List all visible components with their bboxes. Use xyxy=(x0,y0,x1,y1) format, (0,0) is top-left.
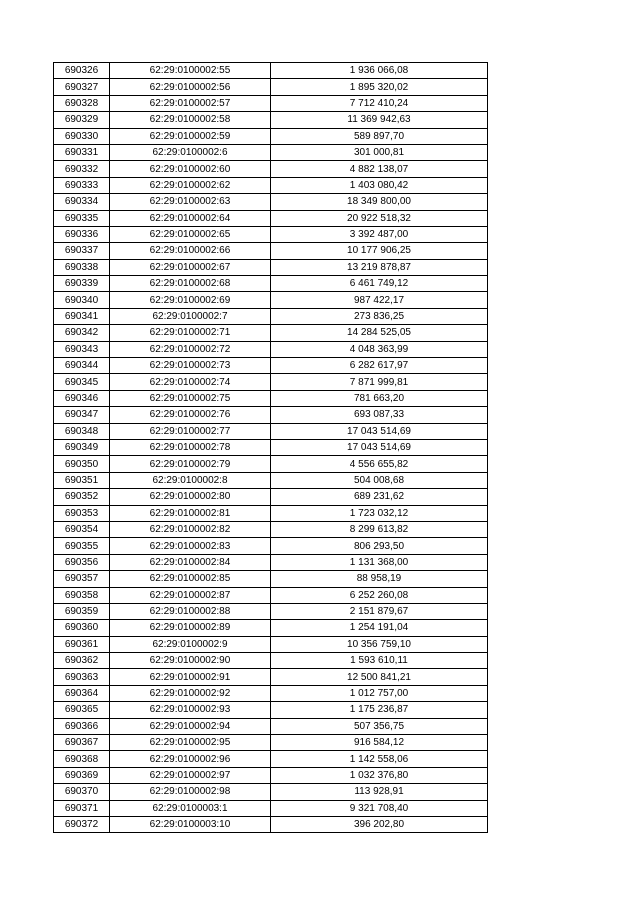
cadastral-value-cell: 4 556 655,82 xyxy=(271,456,488,472)
cadastral-number-cell: 62:29:0100002:65 xyxy=(110,226,271,242)
table-row xyxy=(54,538,488,554)
cadastral-number-cell: 62:29:0100002:69 xyxy=(110,292,271,308)
cadastral-number-cell: 62:29:0100002:57 xyxy=(110,95,271,111)
row-number-cell: 690357 xyxy=(54,571,110,587)
table-row xyxy=(54,243,488,259)
table-row xyxy=(54,587,488,603)
row-number-cell: 690363 xyxy=(54,669,110,685)
cadastral-value-cell: 1 403 080,42 xyxy=(271,177,488,193)
cadastral-number-cell: 62:29:0100002:9 xyxy=(110,636,271,652)
cadastral-number-cell: 62:29:0100002:93 xyxy=(110,702,271,718)
row-number-cell: 690360 xyxy=(54,620,110,636)
table-row xyxy=(54,751,488,767)
cadastral-number-cell: 62:29:0100002:63 xyxy=(110,194,271,210)
table-row xyxy=(54,161,488,177)
cadastral-value-cell: 301 000,81 xyxy=(271,144,488,160)
row-number-cell: 690365 xyxy=(54,702,110,718)
row-number-cell: 690342 xyxy=(54,325,110,341)
table-row xyxy=(54,620,488,636)
cadastral-number-cell: 62:29:0100002:79 xyxy=(110,456,271,472)
cadastral-number-cell: 62:29:0100002:66 xyxy=(110,243,271,259)
cadastral-value-cell: 6 252 260,08 xyxy=(271,587,488,603)
row-number-cell: 690358 xyxy=(54,587,110,603)
cadastral-number-cell: 62:29:0100002:74 xyxy=(110,374,271,390)
cadastral-number-cell: 62:29:0100003:1 xyxy=(110,800,271,816)
row-number-cell: 690328 xyxy=(54,95,110,111)
cadastral-number-cell: 62:29:0100002:87 xyxy=(110,587,271,603)
cadastral-number-cell: 62:29:0100002:62 xyxy=(110,177,271,193)
cadastral-number-cell: 62:29:0100002:59 xyxy=(110,128,271,144)
table-row xyxy=(54,685,488,701)
row-number-cell: 690345 xyxy=(54,374,110,390)
table-row xyxy=(54,374,488,390)
cadastral-value-cell: 4 882 138,07 xyxy=(271,161,488,177)
row-number-cell: 690355 xyxy=(54,538,110,554)
row-number-cell: 690336 xyxy=(54,226,110,242)
cadastral-value-cell: 1 142 558,06 xyxy=(271,751,488,767)
table-row xyxy=(54,439,488,455)
cadastral-number-cell: 62:29:0100002:78 xyxy=(110,439,271,455)
cadastral-value-cell: 1 723 032,12 xyxy=(271,505,488,521)
table-row xyxy=(54,800,488,816)
cadastral-number-cell: 62:29:0100002:76 xyxy=(110,407,271,423)
cadastral-number-cell: 62:29:0100002:80 xyxy=(110,489,271,505)
cadastral-value-cell: 12 500 841,21 xyxy=(271,669,488,685)
cadastral-number-cell: 62:29:0100002:90 xyxy=(110,653,271,669)
table-row xyxy=(54,112,488,128)
cadastral-value-cell: 18 349 800,00 xyxy=(271,194,488,210)
table-row xyxy=(54,653,488,669)
table-row xyxy=(54,210,488,226)
row-number-cell: 690348 xyxy=(54,423,110,439)
cadastral-value-cell: 916 584,12 xyxy=(271,735,488,751)
cadastre-value-table xyxy=(53,62,488,833)
cadastral-number-cell: 62:29:0100002:91 xyxy=(110,669,271,685)
cadastral-number-cell: 62:29:0100002:98 xyxy=(110,784,271,800)
cadastral-number-cell: 62:29:0100002:71 xyxy=(110,325,271,341)
row-number-cell: 690337 xyxy=(54,243,110,259)
cadastral-value-cell: 689 231,62 xyxy=(271,489,488,505)
row-number-cell: 690343 xyxy=(54,341,110,357)
cadastral-value-cell: 273 836,25 xyxy=(271,308,488,324)
cadastral-number-cell: 62:29:0100002:55 xyxy=(110,63,271,79)
cadastral-value-cell: 1 012 757,00 xyxy=(271,685,488,701)
table-row xyxy=(54,407,488,423)
cadastral-value-cell: 9 321 708,40 xyxy=(271,800,488,816)
table-row xyxy=(54,489,488,505)
cadastral-number-cell: 62:29:0100002:56 xyxy=(110,79,271,95)
cadastral-value-cell: 88 958,19 xyxy=(271,571,488,587)
row-number-cell: 690368 xyxy=(54,751,110,767)
table-row xyxy=(54,144,488,160)
row-number-cell: 690330 xyxy=(54,128,110,144)
row-number-cell: 690349 xyxy=(54,439,110,455)
cadastral-value-cell: 1 895 320,02 xyxy=(271,79,488,95)
table-row xyxy=(54,603,488,619)
cadastral-value-cell: 693 087,33 xyxy=(271,407,488,423)
row-number-cell: 690329 xyxy=(54,112,110,128)
cadastral-value-cell: 4 048 363,99 xyxy=(271,341,488,357)
table-row xyxy=(54,554,488,570)
cadastral-value-cell: 13 219 878,87 xyxy=(271,259,488,275)
cadastral-value-cell: 507 356,75 xyxy=(271,718,488,734)
row-number-cell: 690361 xyxy=(54,636,110,652)
cadastral-value-cell: 504 008,68 xyxy=(271,472,488,488)
cadastral-number-cell: 62:29:0100002:82 xyxy=(110,521,271,537)
cadastral-value-cell: 14 284 525,05 xyxy=(271,325,488,341)
cadastral-value-cell: 1 131 368,00 xyxy=(271,554,488,570)
row-number-cell: 690371 xyxy=(54,800,110,816)
cadastral-value-cell: 8 299 613,82 xyxy=(271,521,488,537)
cadastral-value-cell: 1 175 236,87 xyxy=(271,702,488,718)
cadastral-number-cell: 62:29:0100002:77 xyxy=(110,423,271,439)
cadastral-number-cell: 62:29:0100002:68 xyxy=(110,276,271,292)
row-number-cell: 690369 xyxy=(54,767,110,783)
cadastral-value-cell: 20 922 518,32 xyxy=(271,210,488,226)
row-number-cell: 690332 xyxy=(54,161,110,177)
row-number-cell: 690372 xyxy=(54,816,110,832)
table-body xyxy=(54,63,488,833)
row-number-cell: 690364 xyxy=(54,685,110,701)
row-number-cell: 690335 xyxy=(54,210,110,226)
cadastral-number-cell: 62:29:0100002:92 xyxy=(110,685,271,701)
table-row xyxy=(54,325,488,341)
row-number-cell: 690339 xyxy=(54,276,110,292)
cadastral-value-cell: 10 356 759,10 xyxy=(271,636,488,652)
row-number-cell: 690367 xyxy=(54,735,110,751)
row-number-cell: 690334 xyxy=(54,194,110,210)
cadastral-value-cell: 17 043 514,69 xyxy=(271,423,488,439)
cadastral-number-cell: 62:29:0100002:8 xyxy=(110,472,271,488)
table-row xyxy=(54,292,488,308)
table-row xyxy=(54,636,488,652)
row-number-cell: 690370 xyxy=(54,784,110,800)
cadastral-number-cell: 62:29:0100002:84 xyxy=(110,554,271,570)
row-number-cell: 690353 xyxy=(54,505,110,521)
cadastral-number-cell: 62:29:0100002:58 xyxy=(110,112,271,128)
row-number-cell: 690347 xyxy=(54,407,110,423)
row-number-cell: 690338 xyxy=(54,259,110,275)
row-number-cell: 690333 xyxy=(54,177,110,193)
table-row xyxy=(54,472,488,488)
table-row xyxy=(54,259,488,275)
cadastral-number-cell: 62:29:0100002:64 xyxy=(110,210,271,226)
cadastral-value-cell: 11 369 942,63 xyxy=(271,112,488,128)
cadastral-value-cell: 1 254 191,04 xyxy=(271,620,488,636)
cadastral-number-cell: 62:29:0100002:6 xyxy=(110,144,271,160)
cadastral-value-cell: 17 043 514,69 xyxy=(271,439,488,455)
table-row xyxy=(54,521,488,537)
table-row xyxy=(54,816,488,832)
cadastral-number-cell: 62:29:0100002:96 xyxy=(110,751,271,767)
cadastral-value-cell: 2 151 879,67 xyxy=(271,603,488,619)
cadastral-number-cell: 62:29:0100002:72 xyxy=(110,341,271,357)
cadastral-value-cell: 1 936 066,08 xyxy=(271,63,488,79)
table-row xyxy=(54,128,488,144)
table-row xyxy=(54,718,488,734)
cadastral-number-cell: 62:29:0100002:7 xyxy=(110,308,271,324)
cadastral-value-cell: 113 928,91 xyxy=(271,784,488,800)
cadastral-number-cell: 62:29:0100002:89 xyxy=(110,620,271,636)
row-number-cell: 690350 xyxy=(54,456,110,472)
cadastral-number-cell: 62:29:0100002:67 xyxy=(110,259,271,275)
cadastral-value-cell: 7 712 410,24 xyxy=(271,95,488,111)
row-number-cell: 690366 xyxy=(54,718,110,734)
table-row xyxy=(54,784,488,800)
table-row xyxy=(54,79,488,95)
row-number-cell: 690327 xyxy=(54,79,110,95)
cadastral-value-cell: 781 663,20 xyxy=(271,390,488,406)
cadastral-number-cell: 62:29:0100002:75 xyxy=(110,390,271,406)
cadastral-value-cell: 1 593 610,11 xyxy=(271,653,488,669)
cadastral-number-cell: 62:29:0100002:97 xyxy=(110,767,271,783)
cadastral-number-cell: 62:29:0100002:94 xyxy=(110,718,271,734)
cadastral-value-cell: 987 422,17 xyxy=(271,292,488,308)
table-row xyxy=(54,505,488,521)
row-number-cell: 690351 xyxy=(54,472,110,488)
row-number-cell: 690346 xyxy=(54,390,110,406)
table-row xyxy=(54,456,488,472)
cadastral-number-cell: 62:29:0100002:88 xyxy=(110,603,271,619)
cadastral-number-cell: 62:29:0100002:95 xyxy=(110,735,271,751)
cadastral-number-cell: 62:29:0100002:83 xyxy=(110,538,271,554)
table-row xyxy=(54,308,488,324)
cadastral-value-cell: 10 177 906,25 xyxy=(271,243,488,259)
table-row xyxy=(54,669,488,685)
cadastral-number-cell: 62:29:0100002:73 xyxy=(110,358,271,374)
cadastral-value-cell: 589 897,70 xyxy=(271,128,488,144)
row-number-cell: 690326 xyxy=(54,63,110,79)
row-number-cell: 690356 xyxy=(54,554,110,570)
table-row xyxy=(54,177,488,193)
row-number-cell: 690362 xyxy=(54,653,110,669)
table-row xyxy=(54,735,488,751)
cadastral-value-cell: 6 461 749,12 xyxy=(271,276,488,292)
cadastral-number-cell: 62:29:0100002:60 xyxy=(110,161,271,177)
row-number-cell: 690359 xyxy=(54,603,110,619)
table-row xyxy=(54,63,488,79)
table-row xyxy=(54,358,488,374)
cadastral-value-cell: 7 871 999,81 xyxy=(271,374,488,390)
row-number-cell: 690344 xyxy=(54,358,110,374)
table-row xyxy=(54,341,488,357)
table-row xyxy=(54,276,488,292)
row-number-cell: 690352 xyxy=(54,489,110,505)
table-row xyxy=(54,95,488,111)
cadastral-value-cell: 1 032 376,80 xyxy=(271,767,488,783)
table-row xyxy=(54,767,488,783)
cadastral-number-cell: 62:29:0100003:10 xyxy=(110,816,271,832)
row-number-cell: 690354 xyxy=(54,521,110,537)
table-row xyxy=(54,226,488,242)
cadastral-value-cell: 806 293,50 xyxy=(271,538,488,554)
cadastral-value-cell: 396 202,80 xyxy=(271,816,488,832)
cadastral-value-cell: 6 282 617,97 xyxy=(271,358,488,374)
row-number-cell: 690341 xyxy=(54,308,110,324)
table-row xyxy=(54,390,488,406)
table-row xyxy=(54,571,488,587)
row-number-cell: 690331 xyxy=(54,144,110,160)
cadastral-number-cell: 62:29:0100002:81 xyxy=(110,505,271,521)
row-number-cell: 690340 xyxy=(54,292,110,308)
table-row xyxy=(54,194,488,210)
table-row xyxy=(54,702,488,718)
cadastral-value-cell: 3 392 487,00 xyxy=(271,226,488,242)
table-row xyxy=(54,423,488,439)
cadastral-number-cell: 62:29:0100002:85 xyxy=(110,571,271,587)
